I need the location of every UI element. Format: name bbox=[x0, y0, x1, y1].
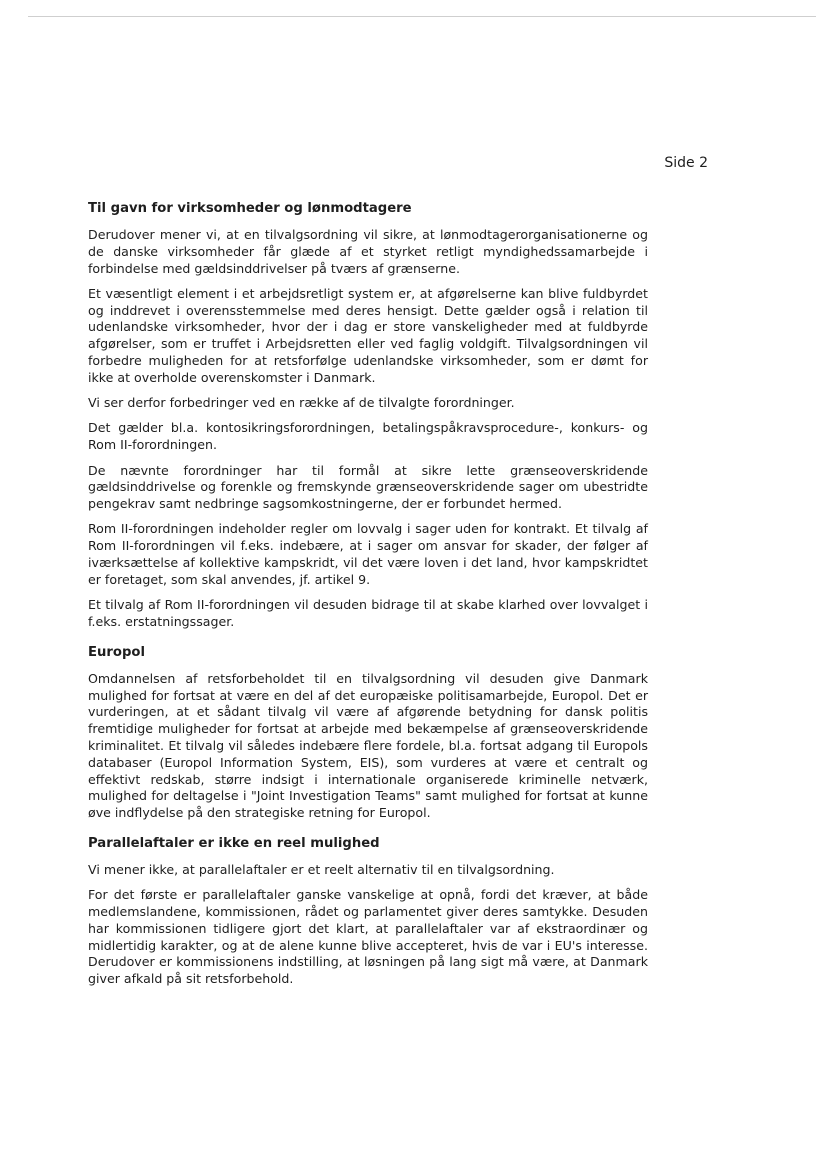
section-parallelaftaler bbox=[88, 835, 648, 988]
paragraph: Vi mener ikke, at parallelaftaler er et reelt alternativ til en tilvalgsordning. bbox=[88, 861, 555, 877]
paragraph: For det første er parallelaftaler ganske vanskelige at opnå, fordi det kræver, at både medlemslandene, kommissionen, rådet og parlamentet giver deres samtykke. Desuden har kommissionen tidligere gjort det klart, at parallelaftaler var af ekstraordinær og midlertidig karakter, og at de alene kunne blive accepteret, hvis de var i EU's interesse. Derudover er kommissionens indstilling, at løsningen på lang sigt må være, at Danmark giver afkald på sit retsforbehold. bbox=[88, 887, 648, 987]
section-heading: Til gavn for virksomheder og lønmodtagere bbox=[88, 201, 412, 216]
paragraph: De nævnte forordninger har til formål at sikre lette grænseoverskridende gældsinddrivelse og forenkle og fremskynde grænseoverskridende sager om ubestridte pengekrav samt nedbringe sagsomkostningerne, der er forbundet hermed. bbox=[88, 462, 648, 512]
top-divider bbox=[28, 16, 816, 17]
paragraph: Et tilvalg af Rom II-forordningen vil desuden bidrage til at skabe klarhed over lovvalget i f.eks. erstatningssager. bbox=[88, 597, 648, 629]
section-europol bbox=[88, 644, 648, 822]
paragraph: Omdannelsen af retsforbeholdet til en tilvalgsordning vil desuden give Danmark mulighed for fortsat at være en del af det europæiske politisamarbejde, Europol. Det er vurderingen, at et sådant tilvalg vil være af afgørende betydning for dansk politis fremtidige muligheder for fortsat at arbejde med bekæmpelse af grænseoverskridende kriminalitet. Et tilvalg vil således indebære flere fordele, bl.a. fortsat adgang til Europols databaser (Europol Information System, EIS), som vurderes at være et centralt og effektivt redskab, større indsigt i internationale organiserede kriminelle netværk, mulighed for deltagelse i "Joint Investigation Teams" samt mulighed for fortsat at kunne øve indflydelse på den strategiske retning for Europol. bbox=[88, 670, 648, 821]
section-heading: Parallelaftaler er ikke en reel mulighed bbox=[88, 835, 380, 851]
document-body bbox=[88, 200, 648, 996]
paragraph: Rom II-forordningen indeholder regler om lovvalg i sager uden for kontrakt. Et tilvalg af Rom II-forordningen vil f.eks. indebære, at i sager om ansvar for skader, der følger af iværksættelse af kollektive kampskridt, vil det være loven i det land, hvor kampskridtet er foretaget, som skal anvendes, jf. artikel 9. bbox=[88, 521, 648, 587]
paragraph: Det gælder bl.a. kontosikringsforordningen, betalingspåkravsprocedure-, konkurs- og Rom II-forordningen. bbox=[88, 420, 648, 453]
section-heading: Europol bbox=[88, 644, 145, 660]
section-til-gavn bbox=[88, 200, 648, 631]
page-number: Side 2 bbox=[664, 155, 708, 171]
paragraph: Vi ser derfor forbedringer ved en række af de tilvalgte forordninger. bbox=[88, 395, 515, 411]
paragraph: Derudover mener vi, at en tilvalgsordning vil sikre, at lønmodtagerorganisationerne og de danske virksomheder får glæde af et styrket retligt myndighedssamarbejde i forbindelse med gældsinddrivelser på tværs af grænserne. bbox=[88, 227, 648, 276]
paragraph: Et væsentligt element i et arbejdsretligt system er, at afgørelserne kan blive fuldbyrdet og inddrevet i overensstemmelse med deres hensigt. Dette gælder også i relation til udenlandske virksomheder, hvor der i dag er store vanskeligheder med at fuldbyrde afgørelser, som er truffet i Arbejdsretten eller ved faglig voldgift. Tilvalgsordningen vil forbedre muligheden for at retsforfølge udenlandske virksomheder, som er dømt for ikke at overholde overenskomster i Danmark. bbox=[88, 285, 648, 385]
